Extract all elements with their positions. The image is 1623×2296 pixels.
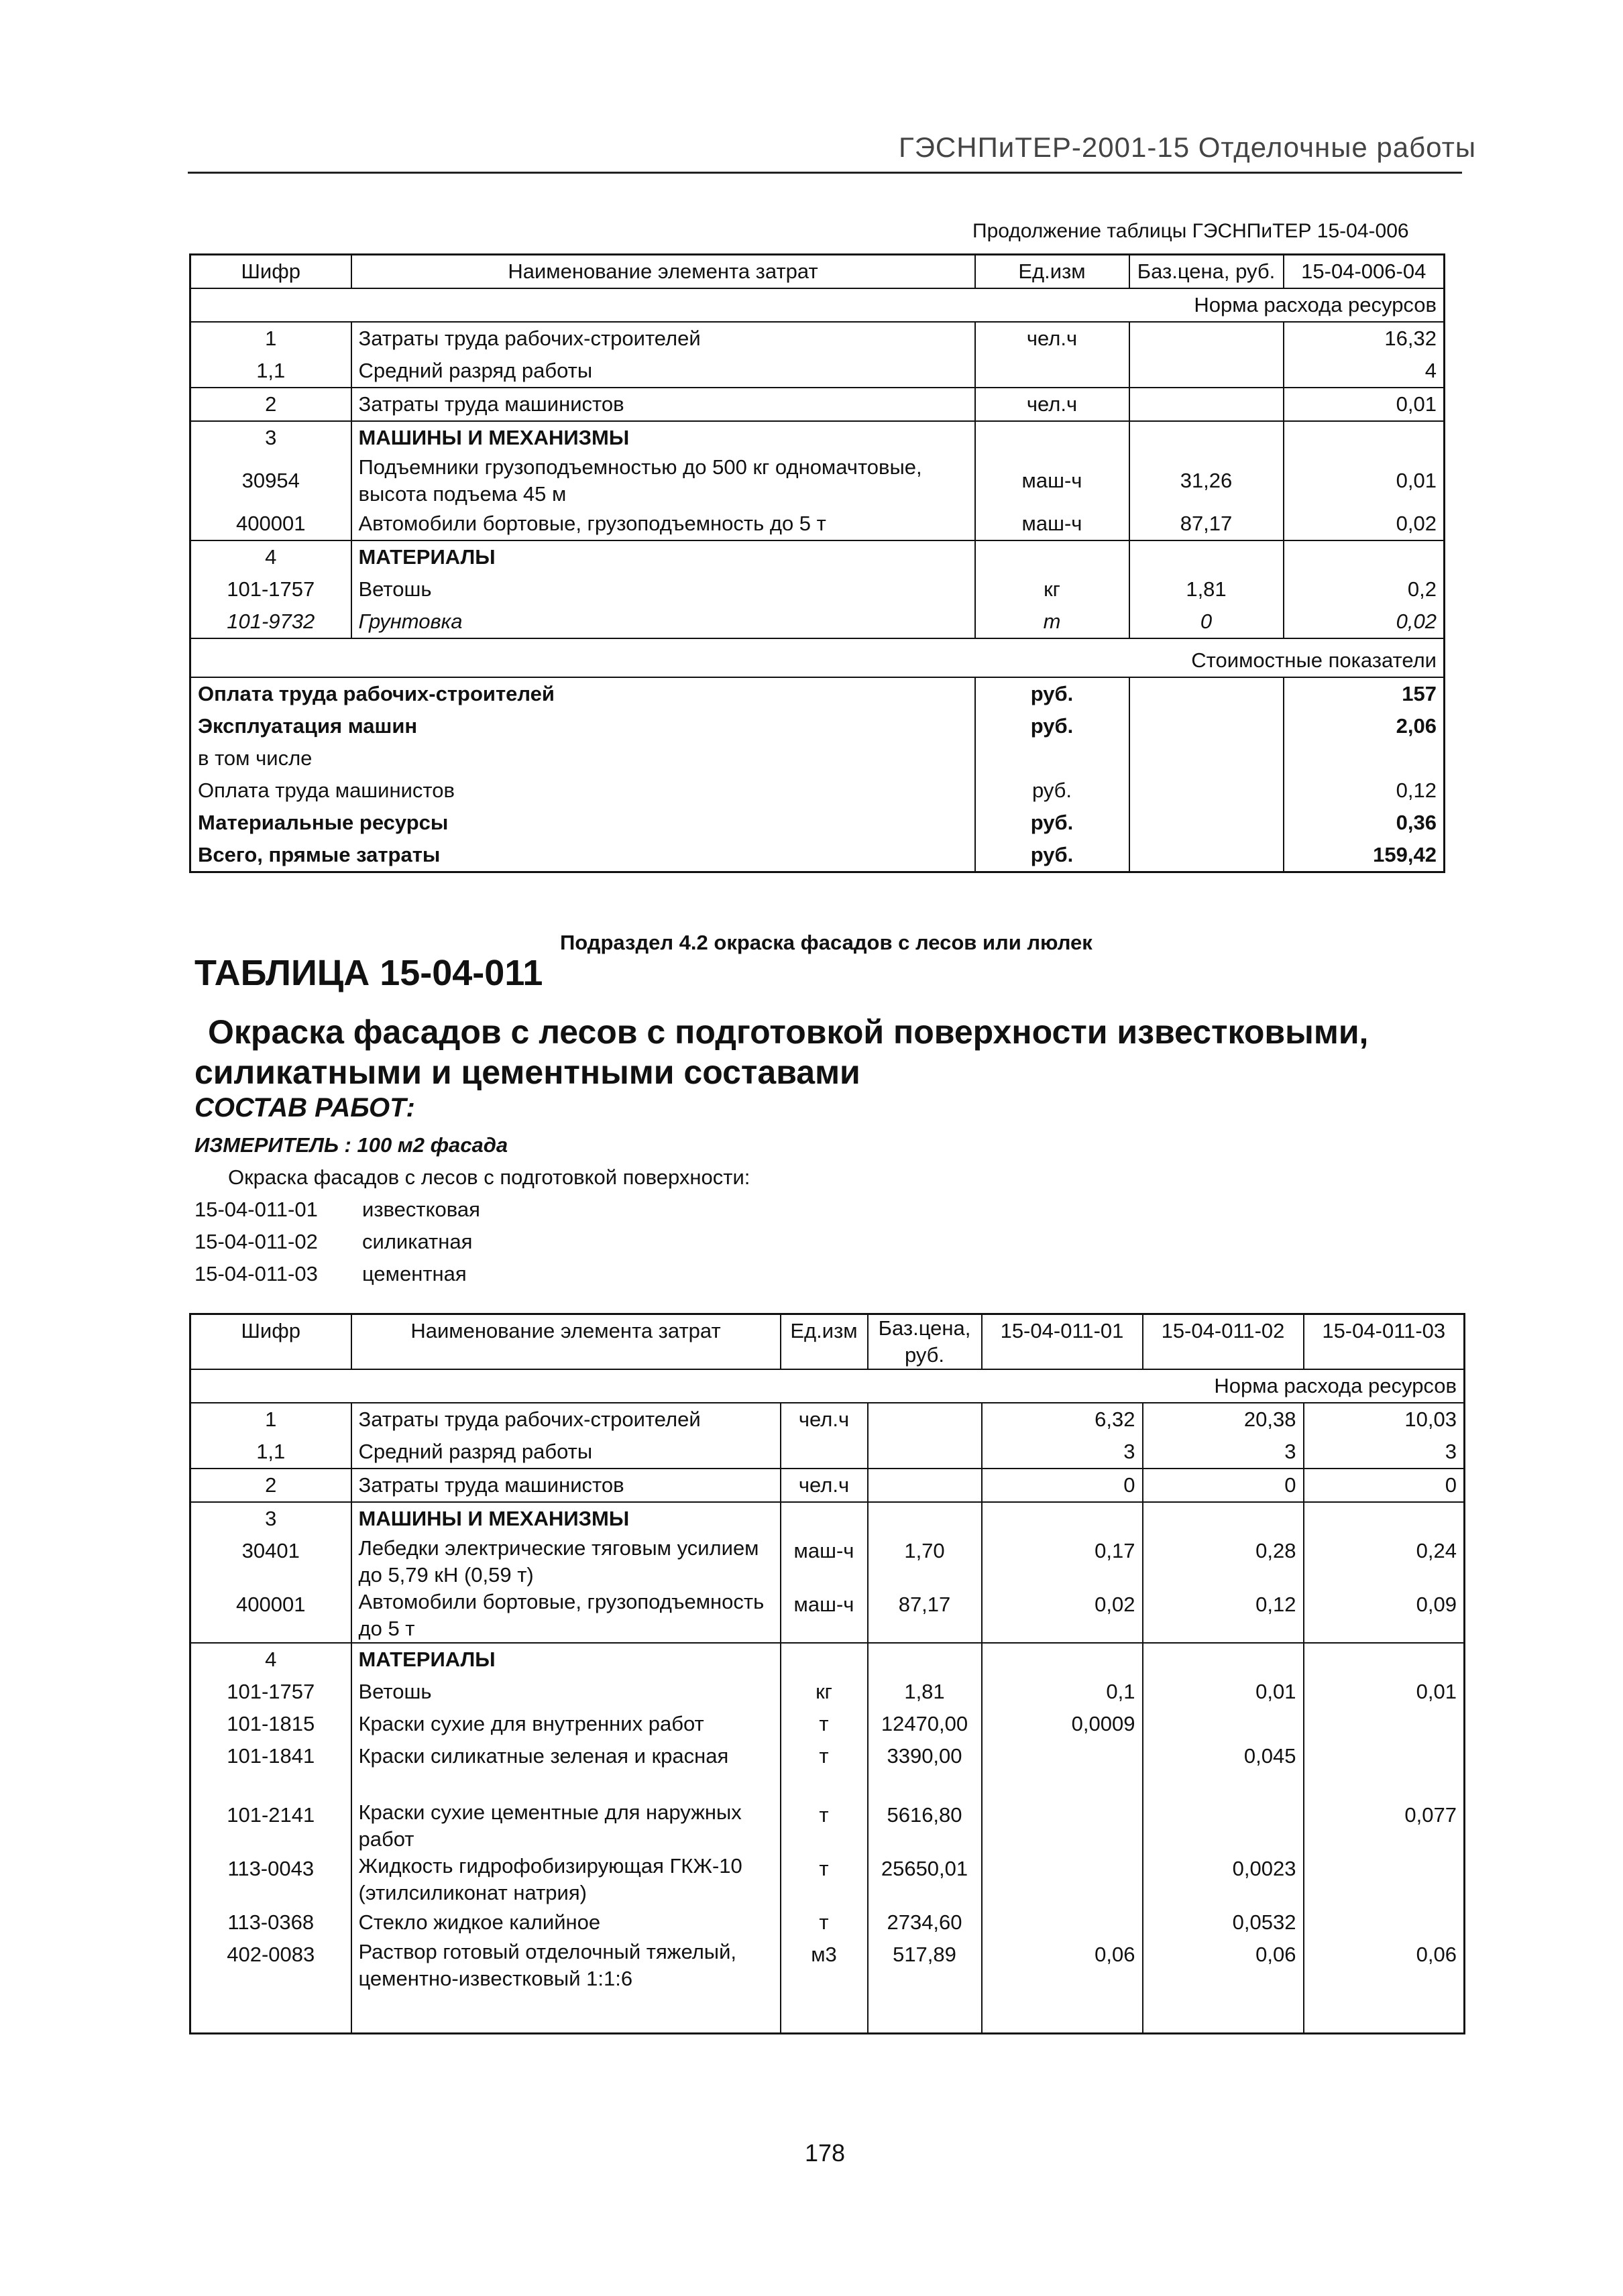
cell-cost-unit: руб. xyxy=(975,774,1129,807)
cell-name: МАТЕРИАЛЫ xyxy=(351,540,975,573)
work-code-item: 15-04-011-03 цементная xyxy=(194,1262,467,1285)
cell-value-3: 0 xyxy=(1445,1473,1457,1497)
table-row xyxy=(190,1772,1465,1853)
cell-price: 517,89 xyxy=(868,1939,982,2034)
col-header-code: Шифр xyxy=(190,1314,351,1370)
cell-unit: т xyxy=(781,1708,868,1740)
cell-value-1: 0,06 xyxy=(982,1939,1143,2034)
cell-value-1 xyxy=(982,1740,1143,1772)
cell-value-1 xyxy=(982,1906,1143,1939)
cell-value: 16,32 xyxy=(1384,327,1437,350)
cell-empty xyxy=(1129,839,1284,872)
cell-value-3: 3 xyxy=(1445,1440,1457,1463)
cell-price: 31,26 xyxy=(1129,454,1284,508)
cell-price: 25650,01 xyxy=(868,1853,982,1906)
cell-value: 0,02 xyxy=(1396,512,1437,535)
cell-cost-unit: руб. xyxy=(975,807,1129,839)
cell-cost-unit: руб. xyxy=(975,677,1129,710)
cell-value-2: 0,045 xyxy=(1143,1740,1304,1772)
cell-name: Краски сухие цементные для наружных работ xyxy=(351,1772,781,1853)
cell-unit xyxy=(975,421,1129,454)
cell-code: 30401 xyxy=(190,1535,351,1589)
table-row xyxy=(190,1643,1465,1676)
resource-table-15-04-006 xyxy=(189,253,1445,873)
cost-row xyxy=(190,839,1445,872)
cell-unit: кг xyxy=(781,1676,868,1708)
cell-price xyxy=(868,1403,982,1436)
page-number: 178 xyxy=(805,2139,846,2167)
cell-unit: кг xyxy=(975,573,1129,606)
col-header-unit: Ед.изм xyxy=(781,1314,868,1370)
cell-value-3 xyxy=(1304,1708,1465,1740)
cell-code: 101-1841 xyxy=(190,1740,351,1772)
cell-value-3 xyxy=(1304,1643,1465,1676)
cell-value: 0,2 xyxy=(1407,577,1437,601)
cell-name: МАШИНЫ И МЕХАНИЗМЫ xyxy=(351,1502,781,1535)
col-header-name: Наименование элемента затрат xyxy=(351,1314,781,1370)
cell-name: Жидкость гидрофобизирующая ГКЖ-10 (этилсиликонат натрия) xyxy=(351,1853,781,1906)
subsection-title: Подраздел 4.2 окраска фасадов с лесов или люлек xyxy=(560,931,1093,954)
cell-value-2: 0 xyxy=(1143,1469,1304,1502)
table-row xyxy=(190,454,1445,508)
cell-price xyxy=(868,1436,982,1469)
cell-price: 3390,00 xyxy=(868,1740,982,1772)
cell-price: 1,81 xyxy=(868,1676,982,1708)
cell-price: 2734,60 xyxy=(868,1906,982,1939)
table-row xyxy=(190,1436,1465,1469)
cell-code: 4 xyxy=(190,1643,351,1676)
table-row xyxy=(190,1939,1465,2034)
cell-price: 87,17 xyxy=(1129,508,1284,540)
cell-name: Грунтовка xyxy=(351,606,975,638)
cell-name: МАТЕРИАЛЫ xyxy=(351,1643,781,1676)
cell-price: 12470,00 xyxy=(868,1708,982,1740)
works-composition-label: СОСТАВ РАБОТ: xyxy=(194,1093,415,1123)
cell-cost-value: 159,42 xyxy=(1373,843,1437,866)
table1-body xyxy=(190,322,1445,638)
cell-code: 2 xyxy=(190,388,351,421)
cell-price xyxy=(1129,421,1284,454)
cost-header: Стоимостные показатели xyxy=(1191,648,1437,672)
cell-name: Средний разряд работы xyxy=(351,1436,781,1469)
cell-cost-name: Всего, прямые затраты xyxy=(190,839,975,872)
cell-value-3 xyxy=(1304,1740,1465,1772)
cost-row xyxy=(190,807,1445,839)
cell-code: 1 xyxy=(190,322,351,355)
cell-name: Ветошь xyxy=(351,1676,781,1708)
cell-unit: м3 xyxy=(781,1939,868,2034)
cost-row xyxy=(190,677,1445,710)
section-title-line1: Окраска фасадов с лесов с подготовкой поверхности известковыми, xyxy=(208,1013,1369,1051)
cell-value-3 xyxy=(1304,1906,1465,1939)
table-continuation-caption: Продолжение таблицы ГЭСНПиТЕР 15-04-006 xyxy=(972,220,1409,242)
cell-code: 101-1757 xyxy=(190,573,351,606)
measurement-unit: ИЗМЕРИТЕЛЬ : 100 м2 фасада xyxy=(194,1133,508,1157)
cell-code: 3 xyxy=(190,1502,351,1535)
cell-code: 1,1 xyxy=(190,1436,351,1469)
cell-value-1: 0,17 xyxy=(982,1535,1143,1589)
cell-unit: чел.ч xyxy=(975,388,1129,421)
cell-price xyxy=(1129,388,1284,421)
cell-value-2: 0,12 xyxy=(1143,1589,1304,1643)
cell-value-2 xyxy=(1143,1643,1304,1676)
cell-empty xyxy=(1129,742,1284,774)
cell-value-3: 0,01 xyxy=(1416,1680,1457,1703)
cell-value-3: 0,24 xyxy=(1416,1539,1457,1562)
cell-code: 101-9732 xyxy=(190,606,351,638)
cell-price xyxy=(1129,355,1284,388)
works-intro: Окраска фасадов с лесов с подготовкой поверхности: xyxy=(228,1165,750,1189)
header-rule xyxy=(188,172,1462,174)
cell-value: 4 xyxy=(1424,359,1437,382)
cell-value-1: 0,1 xyxy=(982,1676,1143,1708)
cell-value-2 xyxy=(1143,1772,1304,1853)
cell-value-1 xyxy=(982,1643,1143,1676)
cell-code: 4 xyxy=(190,540,351,573)
cell-price xyxy=(868,1502,982,1535)
table-row xyxy=(190,1403,1465,1436)
col-header-variant-1: 15-04-011-01 xyxy=(982,1314,1143,1370)
col-header-unit: Ед.изм xyxy=(975,255,1129,289)
cell-name: Затраты труда машинистов xyxy=(351,1469,781,1502)
cell-unit: т xyxy=(781,1772,868,1853)
cell-name: Средний разряд работы xyxy=(351,355,975,388)
cell-cost-name: Оплата труда машинистов xyxy=(190,774,975,807)
col-header-price: Баз.цена, руб. xyxy=(1129,255,1284,289)
cell-code: 3 xyxy=(190,421,351,454)
cell-value-1: 0 xyxy=(982,1469,1143,1502)
table-row xyxy=(190,388,1445,421)
cell-name: Затраты труда машинистов xyxy=(351,388,975,421)
cell-unit: т xyxy=(781,1906,868,1939)
cell-cost-value: 157 xyxy=(1402,682,1437,705)
cell-value-3: 0,09 xyxy=(1416,1593,1457,1616)
cell-unit: маш-ч xyxy=(781,1535,868,1589)
cell-name: Затраты труда рабочих-строителей xyxy=(351,1403,781,1436)
cell-unit: маш-ч xyxy=(975,454,1129,508)
cell-cost-value: 0,36 xyxy=(1396,811,1437,834)
cell-unit: маш-ч xyxy=(975,508,1129,540)
cell-value-2 xyxy=(1143,1502,1304,1535)
cell-value: 0,01 xyxy=(1396,392,1437,416)
cell-name: Затраты труда рабочих-строителей xyxy=(351,322,975,355)
cost-row xyxy=(190,710,1445,742)
table-row xyxy=(190,508,1445,540)
cell-value-3: 10,03 xyxy=(1404,1408,1457,1431)
cost-row xyxy=(190,742,1445,774)
norm-section-row xyxy=(190,1369,1465,1403)
norm-header: Норма расхода ресурсов xyxy=(1214,1374,1457,1397)
section-title-line2: силикатными и цементными составами xyxy=(194,1053,860,1091)
table-row xyxy=(190,1676,1465,1708)
col-header-norm-code: 15-04-006-04 xyxy=(1301,260,1426,283)
cell-name: Стекло жидкое калийное xyxy=(351,1906,781,1939)
running-header: ГЭСНПиТЕР-2001-15 Отделочные работы xyxy=(899,131,1477,163)
cell-value-2: 0,0023 xyxy=(1143,1853,1304,1906)
cell-value-2: 20,38 xyxy=(1143,1403,1304,1436)
cell-unit: чел.ч xyxy=(975,322,1129,355)
cell-price xyxy=(1129,322,1284,355)
cell-code: 400001 xyxy=(190,1589,351,1643)
cell-empty xyxy=(1129,807,1284,839)
cell-cost-name: в том числе xyxy=(190,742,975,774)
cell-cost-name: Материальные ресурсы xyxy=(190,807,975,839)
cell-cost-unit: руб. xyxy=(975,710,1129,742)
table-header-row xyxy=(190,255,1445,289)
table-row xyxy=(190,1740,1465,1772)
col-header-code: Шифр xyxy=(190,255,351,289)
col-header-price: Баз.цена, руб. xyxy=(868,1314,982,1370)
table-row xyxy=(190,1469,1465,1502)
cell-cost-value: 2,06 xyxy=(1396,714,1437,738)
cell-code: 113-0043 xyxy=(190,1853,351,1906)
resource-table-15-04-011 xyxy=(189,1313,1465,2034)
cell-name: Раствор готовый отделочный тяжелый, цементно-известковый 1:1:6 xyxy=(351,1939,781,2034)
cell-unit: чел.ч xyxy=(781,1469,868,1502)
cell-name: МАШИНЫ И МЕХАНИЗМЫ xyxy=(351,421,975,454)
cell-code: 2 xyxy=(190,1469,351,1502)
cell-cost-name: Эксплуатация машин xyxy=(190,710,975,742)
work-code-item: 15-04-011-01 известковая xyxy=(194,1198,480,1221)
cell-code: 1,1 xyxy=(190,355,351,388)
cell-code: 400001 xyxy=(190,508,351,540)
norm-section-row xyxy=(190,288,1445,322)
cell-value-3: 0,06 xyxy=(1416,1943,1457,1966)
cell-cost-unit: руб. xyxy=(975,839,1129,872)
cell-unit xyxy=(975,355,1129,388)
cell-name: Краски силикатные зеленая и красная xyxy=(351,1740,781,1772)
cell-value-2: 0,06 xyxy=(1143,1939,1304,2034)
table-header-row xyxy=(190,1314,1465,1370)
cell-name: Подъемники грузоподъемностью до 500 кг одномачтовые, высота подъема 45 м xyxy=(351,454,975,508)
cell-value-3: 0,077 xyxy=(1404,1803,1457,1827)
cell-empty xyxy=(1129,774,1284,807)
cell-cost-name: Оплата труда рабочих-строителей xyxy=(190,677,975,710)
table-row xyxy=(190,540,1445,573)
cell-name: Лебедки электрические тяговым усилием до 5,79 кН (0,59 т) xyxy=(351,1535,781,1589)
cell-price xyxy=(868,1469,982,1502)
cell-unit: чел.ч xyxy=(781,1403,868,1436)
cell-unit: т xyxy=(781,1853,868,1906)
cell-code: 1 xyxy=(190,1403,351,1436)
cell-price xyxy=(868,1643,982,1676)
table-row xyxy=(190,355,1445,388)
cell-unit: т xyxy=(975,606,1129,638)
table-row xyxy=(190,1502,1465,1535)
cell-name: Ветошь xyxy=(351,573,975,606)
cell-unit xyxy=(781,1643,868,1676)
cell-value-1: 3 xyxy=(982,1436,1143,1469)
col-header-variant-3: 15-04-011-03 xyxy=(1322,1319,1446,1342)
cell-code: 101-1757 xyxy=(190,1676,351,1708)
table-row xyxy=(190,1708,1465,1740)
cell-cost-value xyxy=(1284,742,1445,774)
table-row xyxy=(190,1589,1465,1643)
cell-name: Автомобили бортовые, грузоподъемность до 5 т xyxy=(351,508,975,540)
cell-code: 101-2141 xyxy=(190,1772,351,1853)
cell-unit: маш-ч xyxy=(781,1589,868,1643)
table1-cost-body xyxy=(190,677,1445,872)
table2-body xyxy=(190,1403,1465,2034)
col-header-name: Наименование элемента затрат xyxy=(351,255,975,289)
cell-value xyxy=(1284,540,1445,573)
cell-cost-value: 0,12 xyxy=(1396,779,1437,802)
table-row xyxy=(190,1853,1465,1906)
table-row xyxy=(190,573,1445,606)
cell-value-1 xyxy=(982,1772,1143,1853)
cell-value-1: 0,0009 xyxy=(982,1708,1143,1740)
cell-price xyxy=(1129,540,1284,573)
cell-value-2 xyxy=(1143,1708,1304,1740)
cell-code: 30954 xyxy=(190,454,351,508)
cell-price: 87,17 xyxy=(868,1589,982,1643)
cell-name: Автомобили бортовые, грузоподъемность до 5 т xyxy=(351,1589,781,1643)
col-header-variant-2: 15-04-011-02 xyxy=(1143,1314,1304,1370)
table-name: ТАБЛИЦА 15-04-011 xyxy=(194,953,543,993)
cell-unit: т xyxy=(781,1740,868,1772)
cell-unit xyxy=(781,1436,868,1469)
cell-value xyxy=(1284,421,1445,454)
cell-code: 113-0368 xyxy=(190,1906,351,1939)
table-row xyxy=(190,1906,1465,1939)
table-row xyxy=(190,1535,1465,1589)
cell-code: 402-0083 xyxy=(190,1939,351,2034)
cell-cost-unit xyxy=(975,742,1129,774)
cell-value-3 xyxy=(1304,1853,1465,1906)
cell-price: 5616,80 xyxy=(868,1772,982,1853)
cell-value-3 xyxy=(1304,1502,1465,1535)
cell-value-2: 0,01 xyxy=(1143,1676,1304,1708)
cell-code: 101-1815 xyxy=(190,1708,351,1740)
cell-unit xyxy=(975,540,1129,573)
cell-value-1 xyxy=(982,1853,1143,1906)
table-row xyxy=(190,606,1445,638)
cell-empty xyxy=(1129,710,1284,742)
cell-price: 0 xyxy=(1129,606,1284,638)
cost-section-row xyxy=(190,638,1445,677)
cell-value: 0,02 xyxy=(1396,610,1437,633)
cell-empty xyxy=(1129,677,1284,710)
cost-row xyxy=(190,774,1445,807)
cell-price: 1,81 xyxy=(1129,573,1284,606)
work-code-item: 15-04-011-02 силикатная xyxy=(194,1230,473,1253)
cell-value-2: 0,28 xyxy=(1143,1535,1304,1589)
cell-value-1: 6,32 xyxy=(982,1403,1143,1436)
cell-value-1 xyxy=(982,1502,1143,1535)
norm-header: Норма расхода ресурсов xyxy=(1194,293,1437,317)
table-row xyxy=(190,322,1445,355)
cell-value: 0,01 xyxy=(1396,469,1437,492)
table-row xyxy=(190,421,1445,454)
cell-name: Краски сухие для внутренних работ xyxy=(351,1708,781,1740)
cell-value-2: 0,0532 xyxy=(1143,1906,1304,1939)
cell-price: 1,70 xyxy=(868,1535,982,1589)
cell-unit xyxy=(781,1502,868,1535)
cell-value-1: 0,02 xyxy=(982,1589,1143,1643)
cell-value-2: 3 xyxy=(1143,1436,1304,1469)
